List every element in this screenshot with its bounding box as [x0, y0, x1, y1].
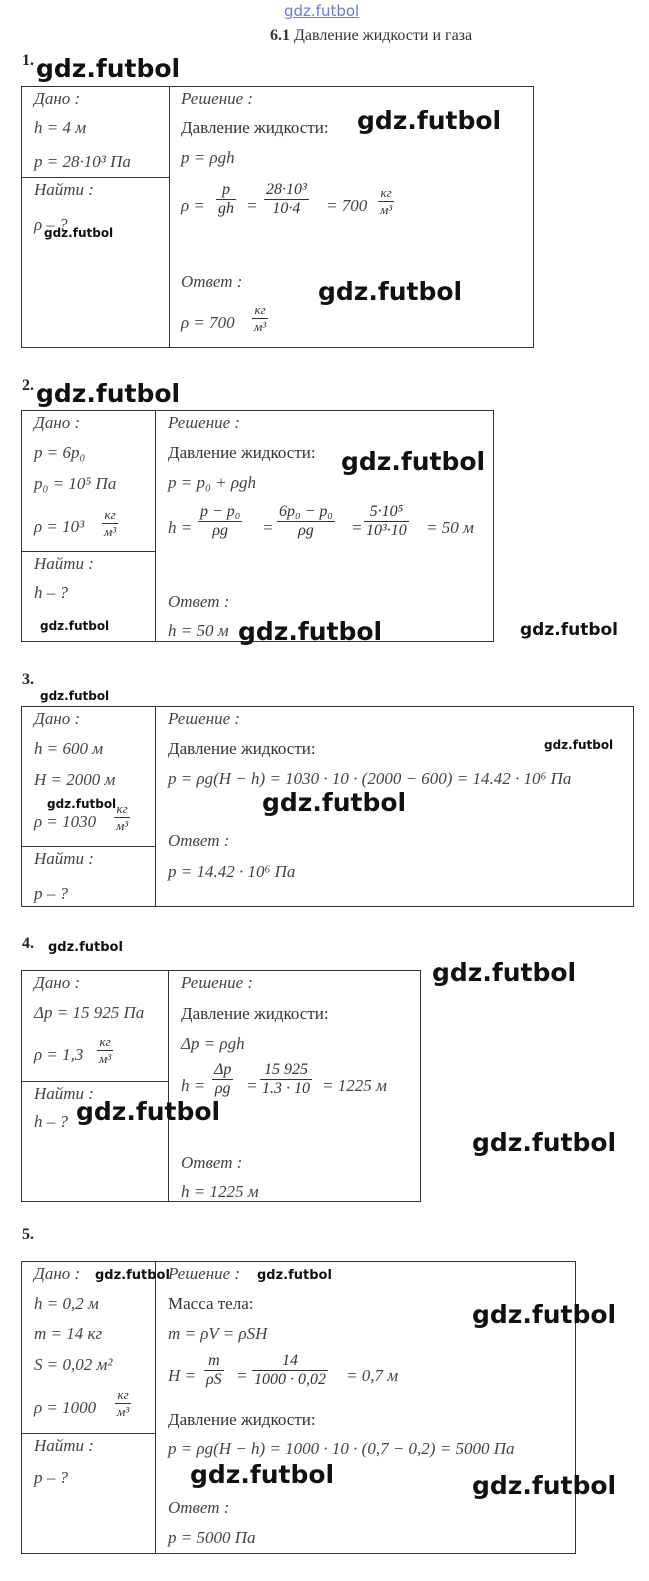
- given-item: ρ = 1030: [34, 812, 97, 831]
- watermark: gdz.futbol: [341, 447, 486, 476]
- solution-line: p = ρg(H − h) = 1000 · 10 · (0,7 − 0,2) = 5000 Па: [168, 1439, 515, 1458]
- solution-label: Решение :: [168, 413, 241, 432]
- unit-fraction: [378, 185, 394, 218]
- unit-fraction: [114, 801, 130, 834]
- unit-fraction: [252, 302, 268, 335]
- answer-label: Ответ :: [181, 1153, 243, 1172]
- divider: [169, 86, 170, 348]
- solution-label: Решение :: [181, 89, 254, 108]
- fraction-denominator: 10·4: [272, 200, 301, 217]
- watermark: gdz.futbol: [44, 226, 114, 240]
- fraction-denominator: gh: [218, 200, 234, 217]
- section-title: [270, 27, 472, 45]
- answer-label: Ответ :: [168, 1498, 230, 1517]
- section-number: 6.1: [270, 27, 290, 44]
- divider: [155, 410, 156, 642]
- fraction: [212, 1061, 233, 1098]
- watermark: gdz.futbol: [262, 788, 407, 817]
- fraction: [204, 1352, 224, 1389]
- given-item: ρ = 1,3: [34, 1045, 84, 1064]
- solution-line: Давление жидкости:: [168, 1410, 316, 1429]
- given-item: m = 14 кг: [34, 1324, 103, 1343]
- watermark: gdz.futbol: [472, 1300, 617, 1329]
- solution-line: p = p₀ + ρgh: [168, 473, 257, 492]
- watermark: gdz.futbol: [520, 620, 618, 640]
- watermark: gdz.futbol: [544, 738, 614, 752]
- watermark: gdz.futbol: [472, 1128, 617, 1157]
- given-item: S = 0,02 м²: [34, 1355, 113, 1374]
- fraction: [264, 181, 309, 218]
- formula-lhs: H =: [168, 1366, 196, 1385]
- given-item: h = 4 м: [34, 118, 87, 137]
- fraction-numerator: 6p₀ − p₀: [279, 503, 333, 520]
- solution-line: p = ρgh: [181, 148, 235, 167]
- unit-fraction: [102, 507, 118, 540]
- divider: [21, 1433, 155, 1434]
- section-title-text: Давление жидкости и газа: [294, 27, 473, 44]
- fraction-numerator: кг: [115, 1387, 131, 1404]
- fraction-denominator: 1000 · 0,02: [254, 1371, 326, 1388]
- find-item: h – ?: [34, 583, 68, 602]
- divider: [168, 970, 169, 1202]
- given-item: p = 6p₀: [34, 443, 86, 462]
- answer-text: h = 50 м: [168, 621, 229, 640]
- fraction: [277, 503, 335, 540]
- fraction-numerator: m: [204, 1352, 224, 1371]
- find-label: Найти :: [34, 849, 94, 868]
- problem-3-number: 3.: [22, 671, 34, 688]
- fraction-numerator: p − p₀: [200, 503, 241, 520]
- fraction-denominator: м³: [104, 524, 117, 539]
- answer-text: h = 1225 м: [181, 1182, 259, 1201]
- answer-text: ρ = 700: [181, 313, 235, 332]
- fraction-denominator: ρS: [206, 1371, 222, 1388]
- fraction-numerator: 5·10⁵: [364, 503, 409, 522]
- divider: [21, 1081, 168, 1082]
- given-item: h = 600 м: [34, 739, 104, 758]
- watermark: gdz.futbol: [47, 797, 117, 811]
- result: = 0,7 м: [346, 1366, 399, 1385]
- divider: [21, 177, 169, 178]
- fraction: [216, 181, 236, 218]
- watermark: gdz.futbol: [40, 619, 110, 633]
- divider: [155, 1261, 156, 1554]
- fraction: [260, 1061, 312, 1098]
- watermark: gdz.futbol: [36, 379, 181, 408]
- fraction: [198, 503, 242, 540]
- fraction-denominator: м³: [117, 1404, 130, 1419]
- equals-sign: =: [246, 1076, 258, 1095]
- fraction-numerator: 14: [252, 1352, 328, 1371]
- solution-label: Решение :: [168, 709, 241, 728]
- fraction-denominator: 10³·10: [366, 522, 407, 539]
- fraction-denominator: м³: [254, 319, 267, 334]
- equals-sign: =: [351, 518, 363, 537]
- fraction-numerator: кг: [114, 801, 130, 818]
- given-label: Дано :: [34, 709, 81, 728]
- problem-1-number: 1.: [22, 52, 34, 69]
- fraction-numerator: кг: [102, 507, 118, 524]
- find-item: p – ?: [34, 884, 68, 903]
- watermark: gdz.futbol: [257, 1268, 332, 1283]
- fraction-numerator: 28·10³: [266, 181, 307, 198]
- watermark: gdz.futbol: [40, 689, 110, 703]
- fraction-numerator: кг: [97, 1034, 113, 1051]
- fraction-denominator: м³: [99, 1051, 112, 1066]
- fraction-numerator: 15 925: [260, 1061, 312, 1080]
- fraction-denominator: м³: [380, 202, 393, 217]
- problem-4-number: 4.: [22, 935, 34, 952]
- given-item: ρ = 10³: [34, 517, 85, 536]
- fraction: [252, 1352, 328, 1389]
- answer-label: Ответ :: [168, 831, 230, 850]
- solution-line: Δp = ρgh: [181, 1034, 245, 1053]
- answer-text: p = 5000 Па: [168, 1528, 256, 1547]
- fraction: [364, 503, 409, 540]
- fraction-numerator: кг: [378, 185, 394, 202]
- watermark: gdz.futbol: [190, 1460, 335, 1489]
- find-label: Найти :: [34, 1084, 94, 1103]
- fraction-denominator: ρg: [298, 522, 314, 539]
- solution-label: Решение :: [168, 1264, 241, 1283]
- result: = 50 м: [426, 518, 474, 537]
- divider: [155, 706, 156, 907]
- fraction-denominator: ρg: [212, 522, 229, 539]
- watermark: gdz.futbol: [432, 958, 577, 987]
- find-item: ρ – ?: [34, 215, 68, 234]
- find-label: Найти :: [34, 554, 94, 573]
- equals-sign: =: [236, 1366, 248, 1385]
- problem-5-number: 5.: [22, 1226, 34, 1243]
- equals-sign: =: [246, 196, 258, 215]
- header-logo[interactable]: gdz.futbol: [284, 2, 360, 20]
- formula-lhs: ρ =: [181, 196, 205, 215]
- given-item: H = 2000 м: [34, 770, 116, 789]
- unit-fraction: [115, 1387, 131, 1420]
- given-item: p₀ = 10⁵ Па: [34, 474, 117, 493]
- fraction-denominator: м³: [116, 818, 129, 833]
- watermark: gdz.futbol: [238, 617, 383, 646]
- given-label: Дано :: [34, 413, 81, 432]
- watermark: gdz.futbol: [318, 277, 463, 306]
- solution-line: m = ρV = ρSH: [168, 1324, 268, 1343]
- solution-line: p = ρg(H − h) = 1030 · 10 · (2000 − 600) = 14.42 · 10⁶ Па: [168, 769, 572, 788]
- given-item: ρ = 1000: [34, 1398, 97, 1417]
- solution-line: Давление жидкости:: [181, 1004, 329, 1023]
- find-item: h – ?: [34, 1112, 68, 1131]
- given-label: Дано :: [34, 89, 81, 108]
- solution-line: Масса тела:: [168, 1294, 254, 1313]
- formula-lhs: h =: [168, 518, 193, 537]
- given-label: Дано :: [34, 1264, 81, 1283]
- result: = 1225 м: [322, 1076, 387, 1095]
- watermark: gdz.futbol: [95, 1268, 170, 1283]
- given-item: h = 0,2 м: [34, 1294, 99, 1313]
- problem-2-number: 2.: [22, 377, 34, 394]
- fraction-denominator: 1.3 · 10: [262, 1080, 310, 1097]
- find-item: p – ?: [34, 1468, 68, 1487]
- divider: [21, 846, 155, 847]
- find-label: Найти :: [34, 180, 94, 199]
- divider: [21, 551, 155, 552]
- fraction-numerator: p: [216, 181, 236, 200]
- watermark: gdz.futbol: [36, 54, 181, 83]
- unit-fraction: [97, 1034, 113, 1067]
- watermark: gdz.futbol: [76, 1097, 221, 1126]
- find-label: Найти :: [34, 1436, 94, 1455]
- fraction-denominator: ρg: [214, 1080, 231, 1097]
- solution-label: Решение :: [181, 973, 254, 992]
- solution-line: Давление жидкости:: [181, 118, 329, 137]
- solution-line: Давление жидкости:: [168, 739, 316, 758]
- solution-line: Давление жидкости:: [168, 443, 316, 462]
- answer-text: p = 14.42 · 10⁶ Па: [168, 862, 296, 881]
- fraction-numerator: кг: [252, 302, 268, 319]
- watermark: gdz.futbol: [357, 106, 502, 135]
- result: = 700: [326, 196, 368, 215]
- given-item: p = 28·10³ Па: [34, 152, 131, 171]
- watermark: gdz.futbol: [48, 940, 123, 955]
- fraction-numerator: Δp: [214, 1061, 232, 1078]
- equals-sign: =: [262, 518, 274, 537]
- watermark: gdz.futbol: [472, 1471, 617, 1500]
- formula-lhs: h =: [181, 1076, 206, 1095]
- answer-label: Ответ :: [181, 272, 243, 291]
- given-item: Δp = 15 925 Па: [34, 1003, 145, 1022]
- answer-label: Ответ :: [168, 592, 230, 611]
- given-label: Дано :: [34, 973, 81, 992]
